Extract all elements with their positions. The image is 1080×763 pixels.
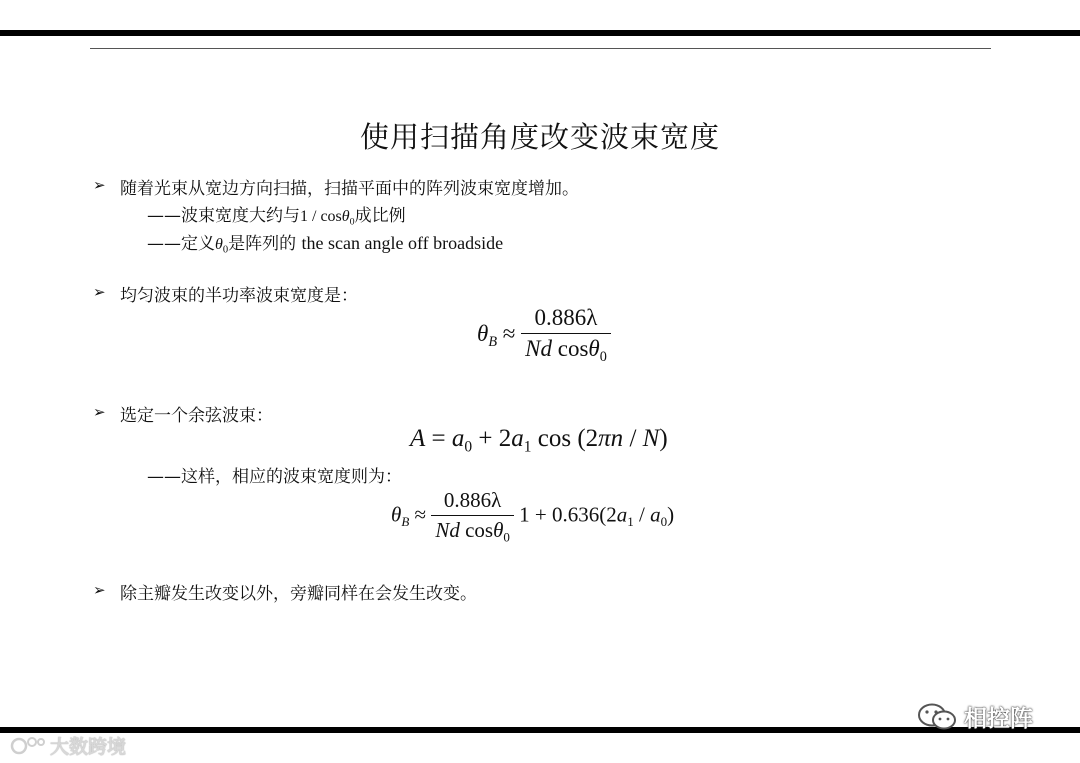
bullet-2-text: 均匀波束的半功率波束宽度是： [120, 286, 358, 306]
watermark-right [916, 700, 1033, 738]
bullet-3-text: 选定一个余弦波束： [120, 406, 273, 426]
watermark-right-text: 相控阵 [964, 706, 1033, 732]
half-power-beamwidth-equation: $\theta_B$ ≈ $\frac{0.886\lambda}{Nd \cos\theta_0}$ [477, 305, 611, 366]
bullet-1-text: 随着光束从宽边方向扫描，扫描平面中的阵列波束宽度增加。 [120, 179, 579, 199]
bullet-marker: ➢ [93, 176, 106, 194]
cosine-beamwidth-equation: $\theta_B$ ≈ $\frac{0.886\lambda}{Nd \cos\theta_0}$ $1 + 0.636(2a_1 / a_0)$ [391, 488, 675, 545]
top-border-thick [0, 30, 1080, 36]
bullet-1-sub-2: ——定义$\theta_0$是阵列的 the scan angle off broadside [147, 233, 504, 256]
top-border-thin [90, 48, 991, 49]
watermark-left-icon [10, 734, 46, 761]
watermark-left-text: 大数跨境 [50, 736, 127, 758]
bullet-1-sub-1: ——波束宽度大约与1 / cosθ$_0$成比例 [147, 206, 406, 228]
bullet-marker: ➢ [93, 403, 106, 421]
watermark-left [10, 732, 126, 761]
cosine-beam-equation: $A = a_0 + 2a_1$ cos (2πn / N) [410, 425, 668, 456]
bullet-marker: ➢ [93, 581, 106, 599]
bottom-strip [0, 733, 1080, 763]
bullet-marker: ➢ [93, 283, 106, 301]
bullet-3-sub-text: ——这样，相应的波束宽度则为： [147, 467, 402, 487]
bullet-4-text: 除主瓣发生改变以外，旁瓣同样在会发生改变。 [120, 584, 477, 604]
slide-title: 使用扫描角度改变波束宽度 [359, 120, 720, 154]
wechat-icon [916, 702, 958, 738]
